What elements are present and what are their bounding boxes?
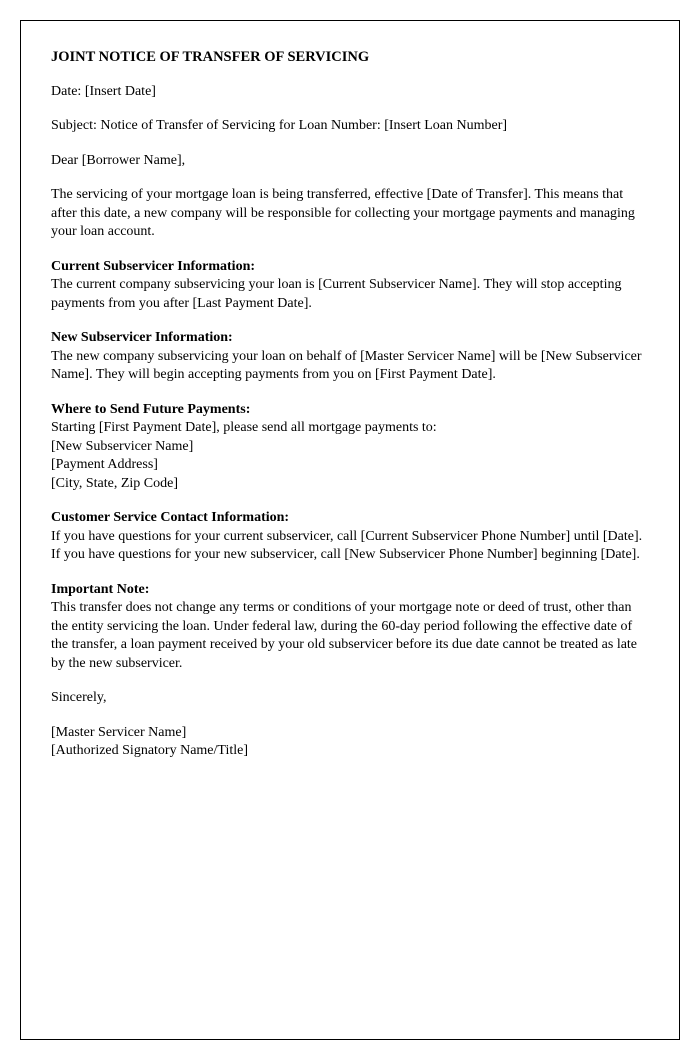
subject-line: Subject: Notice of Transfer of Servicing for Loan Number: [Insert Loan Number] <box>51 118 508 133</box>
intro-paragraph: The servicing of your mortgage loan is being transferred, effective [Date of Transfer]. This means that after this date, a new company will be responsible for collecting your mortgage payments and managing your loan account. <box>51 187 635 239</box>
section-line: If you have questions for your current subservicer, call [Current Subservicer Phone Number] until [Date]. <box>51 528 643 544</box>
signature-master-servicer: [Master Servicer Name] <box>51 724 187 740</box>
section-heading-important-note: Important Note: <box>51 581 150 597</box>
salutation: Dear [Borrower Name], <box>51 152 186 168</box>
section-future-payments <box>51 401 649 494</box>
section-line: This transfer does not change any terms or conditions of your mortgage note or deed of trust, other than the entity servicing the loan. Under federal law, during the 60-day period following the effective date of the transfer, a loan payment received by your old subservicer before its due date cannot be treated as late by the new subservicer. <box>51 600 638 671</box>
section-important-note <box>51 581 649 674</box>
section-heading-new-subservicer: New Subservicer Information: <box>51 330 233 345</box>
signature-authorized-signatory: [Authorized Signatory Name/Title] <box>51 743 249 758</box>
letter-frame <box>20 20 680 1040</box>
payment-address-name-line: [New Subservicer Name] <box>51 438 194 454</box>
closing-line: Sincerely, <box>51 690 107 705</box>
payment-address-street-line: [Payment Address] <box>51 457 158 472</box>
payment-address-city-line: [City, State, Zip Code] <box>51 475 179 491</box>
document-title: JOINT NOTICE OF TRANSFER OF SERVICING <box>51 49 370 65</box>
section-heading-current-subservicer: Current Subservicer Information: <box>51 258 256 274</box>
section-heading-future-payments: Where to Send Future Payments: <box>51 401 251 417</box>
section-line: The new company subservicing your loan on behalf of [Master Servicer Name] will be [New Subservicer Name]. They will begin accepting payments from you on [First Payment Date]. <box>51 348 642 382</box>
section-line: If you have questions for your new subservicer, call [New Subservicer Phone Number] beginning [Date]. <box>51 547 640 562</box>
section-line: Starting [First Payment Date], please send all mortgage payments to: <box>51 420 437 435</box>
section-current-subservicer <box>51 258 649 314</box>
date-line: Date: [Insert Date] <box>51 83 156 99</box>
section-line: The current company subservicing your loan is [Current Subservicer Name]. They will stop accepting payments from you after [Last Payment Date]. <box>51 277 622 311</box>
section-heading-customer-service: Customer Service Contact Information: <box>51 510 290 525</box>
section-new-subservicer <box>51 329 649 385</box>
signature-block <box>51 724 649 761</box>
section-customer-service <box>51 509 649 565</box>
